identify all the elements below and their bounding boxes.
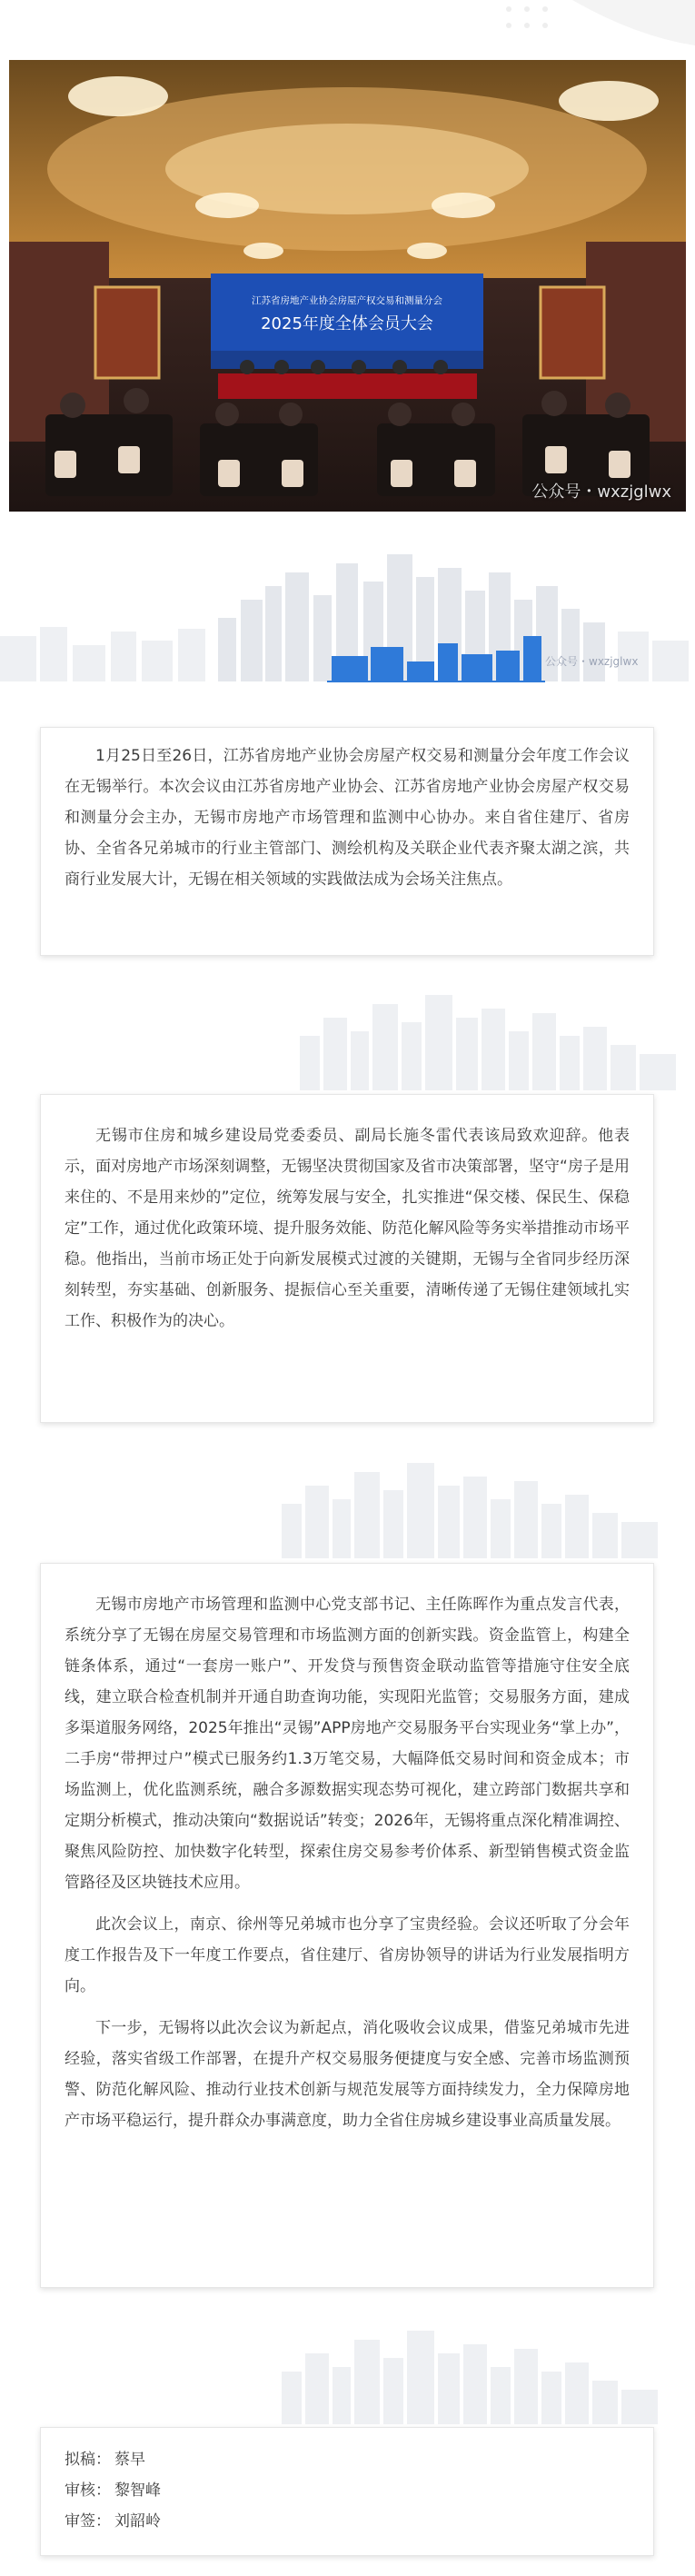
conference-photo bbox=[9, 60, 686, 512]
article-panel-main bbox=[40, 1563, 654, 2288]
skyline-divider-faint bbox=[0, 981, 695, 1090]
credit-drafter: 拟稿： 蔡早 bbox=[65, 2451, 145, 2469]
paragraph-practice: 无锡市房地产市场管理和监测中心党支部书记、主任陈晖作为重点发言代表，系统分享了无锡在房屋交易管理和市场监测方面的创新实践。资金监管上，构建全链条体系，通过“一套房一账户”、开发贷与预售资金联动监管等措施守住安全底线，建立联合检查机制并开通自助查询功能，实现阳光监管；交易服务方面，建成多渠道服务网络，2025年推出“灵锡”APP房地产交易服务平台实现业务“掌上办”，二手房“带押过户”模式已服务约1.3万笔交易，大幅降低交易时间和资金成本；市场监测上，优化监测系统，融合多源数据实现态势可视化，建立跨部门数据共享和定期分析模式，推动决策向“数据说话”转变；2026年，无锡将重点深化精准调控、聚焦风险防控、加快数字化转型，探索住房交易参考价体系、新型销售模式资金监管路径及区块链技术应用。 bbox=[65, 1596, 630, 1892]
banner-line1: 江苏省房地产业协会房屋产权交易和测量分会 bbox=[252, 295, 442, 306]
paragraph-exchange: 此次会议上，南京、徐州等兄弟城市也分享了宝贵经验。会议还听取了分会年度工作报告及下一年度工作要点，省住建厅、省房协领导的讲话为行业发展指明方向。 bbox=[65, 1915, 630, 1995]
banner-line2: 2025年度全体会员大会 bbox=[261, 314, 433, 333]
article-panel-intro bbox=[40, 727, 654, 956]
skyline-watermark: 公众号・wxzjglwx bbox=[545, 655, 639, 668]
paragraph-welcome: 无锡市住房和城乡建设局党委委员、副局长施冬雷代表该局致欢迎辞。他表示，面对房地产市场深刻调整，无锡坚决贯彻国家及省市决策部署，坚守“房子是用来住的、不是用来炒的”定位，统筹发展与安全，扎实推进“保交楼、保民生、保稳定”工作，通过优化政策环境、提升服务效能、防范化解风险等务实举措推动市场平稳。他指出，当前市场正处于向新发展模式过渡的关键期，无锡与全省同步经历深刻转型，夯实基础、创新服务、提振信心至关重要，清晰传递了无锡住建领域扎实工作、积极作为的决心。 bbox=[65, 1127, 630, 1330]
credit-reviewer: 审核： 黎智峰 bbox=[65, 2482, 161, 2500]
credit-approver: 审签： 刘韶岭 bbox=[65, 2512, 161, 2531]
article-panel-welcome bbox=[40, 1094, 654, 1423]
skyline-divider-faint bbox=[0, 1449, 695, 1558]
top-decoration bbox=[0, 0, 695, 55]
paragraph-next-steps: 下一步，无锡将以此次会议为新起点，消化吸收会议成果，借鉴兄弟城市先进经验，落实省级工作部署，在提升产权交易服务便捷度与安全感、完善市场监测预警、防范化解风险、推动行业技术创新与规范发展等方面持续发力，全力保障房地产市场平稳运行，提升群众办事满意度，助力全省住房城乡建设事业高质量发展。 bbox=[65, 2019, 630, 2130]
credits-panel bbox=[40, 2427, 654, 2556]
paragraph-intro: 1月25日至26日，江苏省房地产业协会房屋产权交易和测量分会年度工作会议在无锡举行。本次会议由江苏省房地产业协会、江苏省房地产业协会房屋产权交易和测量分会主办，无锡市房地产市场管理和监测中心协办。来自省住建厅、省房协、全省各兄弟城市的行业主管部门、测绘机构及关联企业代表齐聚太湖之滨，共商行业发展大计，无锡在相关领域的实践做法成为会场关注焦点。 bbox=[65, 747, 630, 889]
skyline-divider bbox=[0, 545, 695, 691]
skyline-divider-faint bbox=[0, 2317, 695, 2424]
photo-watermark: 公众号・wxzjglwx bbox=[531, 482, 671, 502]
